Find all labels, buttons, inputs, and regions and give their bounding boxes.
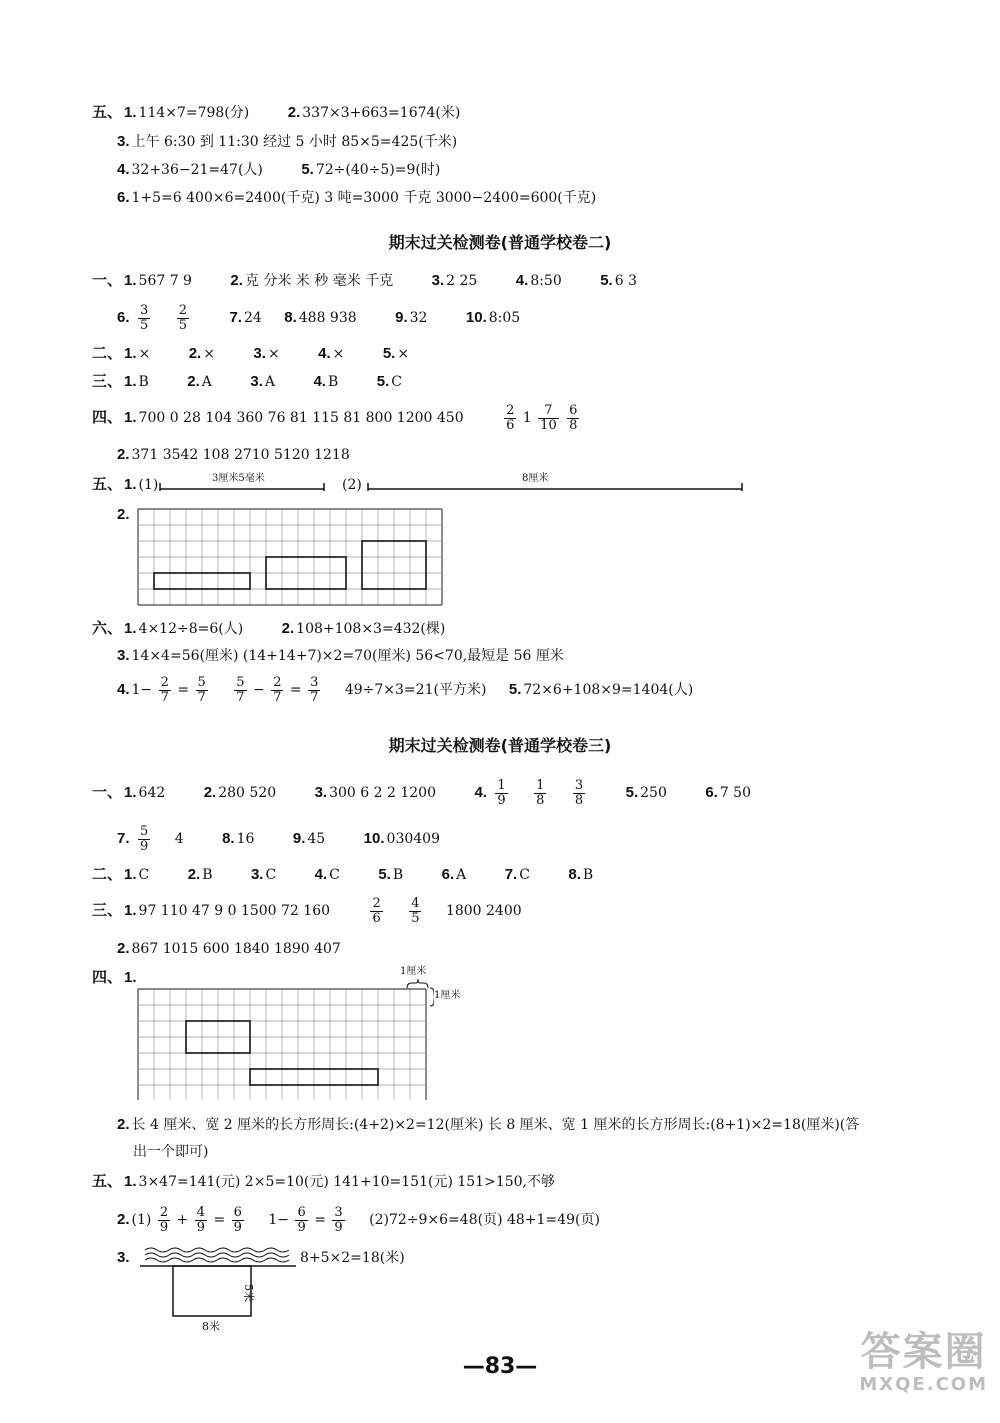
answer-line: 8+5×2=18(米) — [300, 1250, 405, 1266]
fraction: $\frac{7}{10}$ — [540, 402, 557, 433]
answer-line: 五、 1. 3×47=141(元) 2×5=10(元) 141+10=151(元) 151>150,不够 — [92, 1173, 555, 1190]
dimension-label: 5米 — [242, 1284, 255, 1302]
answer-line: 2. 371 3542 108 2710 5120 1218 — [117, 446, 350, 463]
fraction: $\frac{5}{7}$ — [197, 674, 206, 705]
fraction: $\frac{2}{5}$ — [178, 302, 187, 333]
segment-label: 8厘米 — [522, 473, 549, 484]
answer-line: 二、 1. × 2. × 3. × 4. × 5. × — [92, 345, 410, 362]
answer-line: 6. $\frac{3}{5}$ $\frac{2}{5}$ 7. 24 8. 488 938 9. 32 10. 8:05 — [117, 302, 521, 333]
answer-line: 3. 14×4=56(厘米) (14+14+7)×2=70(厘米) 56<70,最短是 56 厘米 — [117, 647, 564, 664]
fraction: $\frac{1}{9}$ — [497, 777, 506, 808]
fraction: $\frac{2}{6}$ — [506, 402, 515, 433]
answer-line: 2. 867 1015 600 1840 1890 407 — [117, 940, 341, 957]
fraction: $\frac{6}{9}$ — [233, 1204, 242, 1235]
fraction: $\frac{3}{5}$ — [139, 302, 149, 333]
answer-line: 五、 1. 114×7=798(分) 2. 337×3+663=1674(米) — [92, 104, 461, 121]
fraction: $\frac{4}{9}$ — [196, 1204, 206, 1235]
answer-line: 2. (1) $\frac{2}{9}$ + $\frac{4}{9}$ = $\frac{6}{9}$ 1− $\frac{6}{9}$ = $\frac{3}{9}$ (2)72÷9×6=48(页) 48+1=49(页) — [117, 1204, 600, 1235]
answer-line: 五、 1. (1) — [92, 476, 159, 493]
fraction: $\frac{5}{7}$ — [236, 674, 245, 705]
grid-figure — [137, 988, 429, 1100]
unit-label: 1厘米 — [400, 966, 427, 977]
answer-line: 2. 长 4 厘米、宽 2 厘米的长方形周长:(4+2)×2=12(厘米) 长 8 厘米、宽 1 厘米的长方形周长:(8+1)×2=18(厘米)(答 — [117, 1116, 860, 1133]
answer-line: 6. 1+5=6 400×6=2400(千克) 3 吨=3000 千克 3000−2400=600(千克) — [117, 189, 597, 206]
watermark-text: 答案圈 — [860, 1329, 987, 1375]
answer-line: 4. 32+36−21=47(人) 5. 72÷(40÷5)=9(时) — [117, 161, 441, 178]
fraction: $\frac{4}{5}$ — [411, 895, 420, 926]
fraction: $\frac{2}{7}$ — [273, 674, 282, 705]
answer-line: 一、 1. 567 7 9 2. 克 分米 米 秒 毫米 千克 3. 2 25 4. 8:50 5. 6 3 — [92, 272, 637, 289]
answer-line: 一、 1. 642 2. 280 520 3. 300 6 2 2 1200 4. $\frac{1}{9}$ $\frac{1}{8}$ $\frac{3}{8}$ 5. 250 6. 7 50 — [92, 777, 751, 808]
answer-line: 出一个即可) — [133, 1144, 209, 1160]
answer-line: 三、 1. B 2. A 3. A 4. B 5. C — [92, 373, 402, 390]
fraction: $\frac{6}{8}$ — [569, 402, 578, 433]
unit-brace — [404, 978, 434, 1008]
fraction: $\frac{1}{8}$ — [536, 777, 545, 808]
watermark-logo — [859, 1330, 988, 1395]
dimension-label: 8米 — [202, 1320, 220, 1333]
fraction: $\frac{3}{9}$ — [334, 1204, 343, 1235]
segment-label: 3厘米5毫米 — [212, 473, 265, 484]
answer-label: (2) — [342, 477, 362, 493]
grid-svg — [137, 508, 453, 606]
watermark-url: MXQE.COM — [859, 1374, 988, 1395]
fraction: $\frac{2}{6}$ — [372, 895, 381, 926]
answer-line: 4. 1− $\frac{2}{7}$ = $\frac{5}{7}$ $\frac{5}{7}$ − $\frac{2}{7}$ = $\frac{3}{7}$ 49÷7×3=21(平方米) 5. 72×6+108×9=1404(人) — [117, 674, 694, 705]
answer-line: 3. 上午 6:30 到 11:30 经过 5 小时 85×5=425(千米) — [117, 133, 458, 150]
fence-diagram — [140, 1244, 300, 1324]
answer-line: 二、 1. C 2. B 3. C 4. C 5. B 6. A 7. C 8. B — [92, 866, 594, 883]
fraction: $\frac{5}{9}$ — [139, 823, 149, 854]
fraction: $\frac{3}{7}$ — [310, 674, 319, 705]
fraction: $\frac{3}{8}$ — [574, 777, 584, 808]
section-title: 期末过关检测卷(普通学校卷二) — [388, 233, 612, 252]
section-title: 期末过关检测卷(普通学校卷三) — [388, 736, 612, 755]
answer-line: 六、 1. 4×12÷8=6(人) 2. 108+108×3=432(棵) — [92, 620, 446, 637]
page-number: —83— — [462, 1354, 538, 1379]
answer-line: 7. $\frac{5}{9}$ 4 8. 16 9. 45 10. 030409 — [117, 823, 440, 854]
grid-figure — [137, 508, 453, 606]
fraction: $\frac{2}{7}$ — [160, 674, 169, 705]
answer-line: 2. — [117, 506, 130, 523]
answer-line: 四、 1. — [92, 969, 137, 986]
answer-line: 三、 1. 97 110 47 9 0 1500 72 160 $\frac{2}{6}$ $\frac{4}{5}$ 1800 2400 — [92, 895, 522, 926]
fraction: $\frac{6}{9}$ — [297, 1204, 306, 1235]
grid-svg — [137, 988, 429, 1100]
unit-label: 1厘米 — [434, 990, 461, 1001]
answer-line: 3. — [117, 1249, 130, 1266]
answer-line: 四、 1. 700 0 28 104 360 76 81 115 81 800 1200 450 $\frac{2}{6}$ 1 $\frac{7}{10}$ $\frac{6}{8}$ — [92, 402, 578, 433]
fraction: $\frac{2}{9}$ — [159, 1204, 169, 1235]
